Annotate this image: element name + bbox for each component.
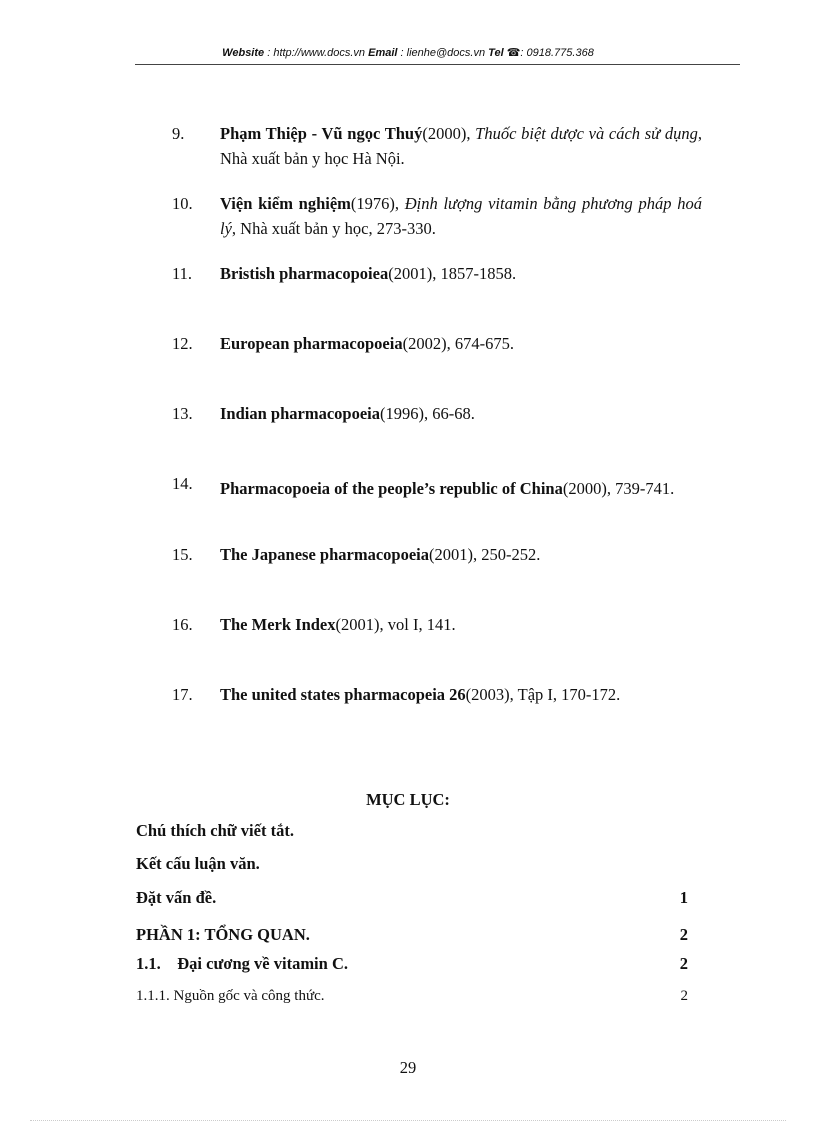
header-divider [135, 64, 740, 65]
reference-rest: 1857-1858. [440, 264, 517, 283]
email-value[interactable]: lienhe@docs.vn [406, 47, 486, 59]
reference-title: Thuốc biệt dược và cách sử dụng [475, 124, 698, 143]
reference-year: (2000), [422, 124, 476, 143]
reference-year: (2000), [562, 479, 616, 498]
reference-number: 13. [172, 404, 193, 423]
reference-number: 16. [172, 615, 193, 634]
reference-author: The Merk Index [220, 615, 336, 634]
toc-item-page: 2 [679, 925, 688, 944]
page-number: 29 [399, 1058, 417, 1077]
reference-text [220, 682, 702, 707]
reference-number: 17. [172, 685, 193, 704]
reference-text [220, 474, 702, 503]
reference-text [220, 331, 702, 356]
toc-item-page: 2 [680, 988, 688, 1004]
reference-author: Phạm Thiệp - Vũ ngọc Thuý [220, 124, 423, 143]
reference-text [220, 121, 702, 171]
reference-year: (2002), [402, 334, 455, 353]
reference-author: Indian pharmacopoeia [220, 404, 380, 423]
phone-icon: ☎ [506, 47, 521, 59]
reference-number: 15. [172, 545, 193, 564]
toc-item-label: Đặt vấn đề. [136, 888, 217, 907]
website-separator: : [264, 47, 274, 59]
reference-author: European pharmacopoeia [220, 334, 403, 353]
reference-year: (1996), [380, 404, 433, 423]
toc-item-page: 2 [679, 954, 688, 973]
reference-text [220, 401, 702, 426]
reference-number: 10. [172, 194, 193, 213]
tel-label: Tel [488, 47, 504, 59]
toc-item-label: Kết cấu luận văn. [136, 854, 260, 873]
reference-year: (2001), [335, 615, 388, 634]
reference-rest: , Nhà xuất bản y học Hà Nội. [220, 124, 702, 168]
reference-author: Pharmacopoeia of the people’s republic of China [220, 479, 563, 498]
reference-title: Định lượng vitamin bằng phương pháp hoá lý [220, 194, 702, 238]
reference-number: 9. [172, 124, 185, 143]
reference-text [220, 261, 702, 286]
reference-text [220, 191, 702, 241]
toc-item-label: PHẦN 1: TỔNG QUAN. [136, 925, 310, 944]
reference-rest: 674-675. [454, 334, 514, 353]
reference-author: The united states pharmacopeia 26 [220, 685, 466, 704]
page-header [0, 46, 816, 59]
reference-rest: 739-741. [615, 479, 675, 498]
reference-year: (2001), [388, 264, 441, 283]
reference-number: 11. [172, 264, 193, 283]
toc-item-label: 1.1. Đại cương về vitamin C. [136, 954, 348, 973]
reference-year: (2001), [429, 545, 482, 564]
reference-rest: , Nhà xuất bản y học, 273-330. [231, 219, 436, 238]
reference-author: Bristish pharmacopoiea [220, 264, 389, 283]
reference-text [220, 542, 702, 567]
reference-year: (2003), [465, 685, 518, 704]
reference-rest: 66-68. [432, 404, 475, 423]
reference-text [220, 612, 702, 637]
tel-value: : 0918.775.368 [520, 47, 594, 59]
email-separator: : [397, 47, 407, 59]
reference-rest: Tập I, 170-172. [517, 685, 621, 704]
reference-number: 12. [172, 334, 193, 353]
website-url[interactable]: http://www.docs.vn [273, 47, 366, 59]
footer-divider [30, 1120, 786, 1121]
toc-item-label: 1.1.1. Nguồn gốc và công thức. [136, 988, 325, 1004]
reference-rest: 250-252. [481, 545, 541, 564]
reference-year: (1976), [350, 194, 405, 213]
toc-title: MỤC LỤC: [366, 790, 450, 809]
toc-item-page: 1 [679, 888, 688, 907]
toc-item[interactable] [136, 954, 688, 1014]
email-label: Email [368, 47, 398, 59]
reference-author: The Japanese pharmacopoeia [220, 545, 430, 564]
reference-number: 14. [172, 474, 193, 493]
reference-author: Viện kiểm nghiệm [220, 194, 351, 213]
toc-item-label: Chú thích chữ viết tắt. [136, 821, 294, 840]
website-label: Website [222, 47, 265, 59]
reference-rest: vol I, 141. [387, 615, 456, 634]
